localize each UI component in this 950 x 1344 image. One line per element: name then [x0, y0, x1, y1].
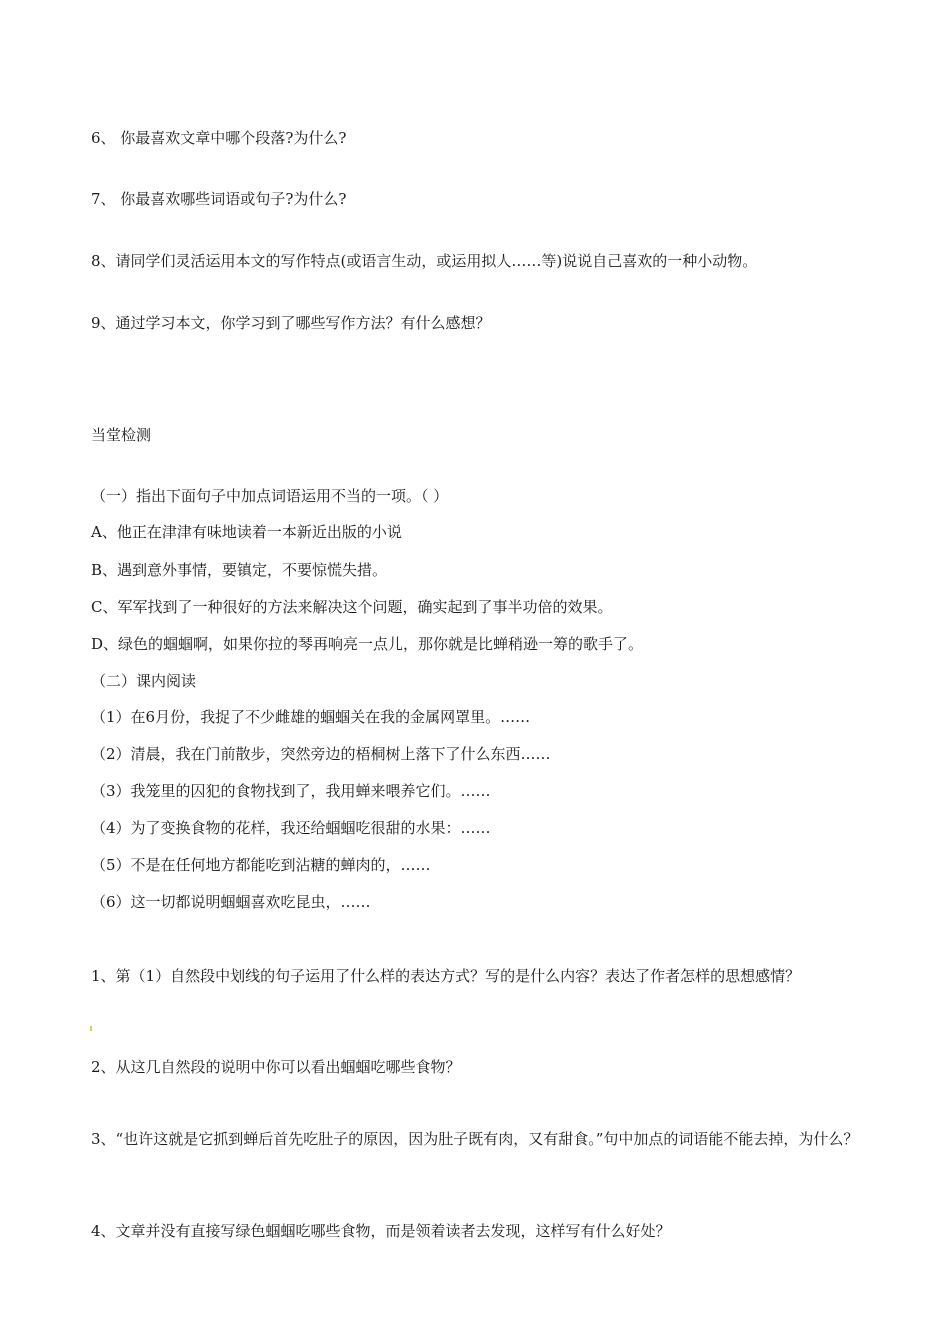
reading-question-4: 4、文章并没有直接写绿色蝈蝈吃哪些食物，而是领着读者去发现，这样写有什么好处？: [91, 1222, 671, 1240]
question-7: 7、 你最喜欢哪些词语或句子?为什么?: [91, 190, 347, 208]
question-6: 6、 你最喜欢文章中哪个段落?为什么?: [91, 129, 347, 147]
reading-paragraph-2: （2）清晨，我在门前散步，突然旁边的梧桐树上落下了什么东西……: [91, 745, 551, 763]
option-c: C、军军找到了一种很好的方法来解决这个问题，确实起到了事半功倍的效果。: [91, 598, 613, 616]
option-b: B、遇到意外事情，要镇定，不要惊慌失措。: [91, 561, 388, 579]
reading-question-1: 1、第（1）自然段中划线的句子运用了什么样的表达方式？写的是什么内容？表达了作者怎样的思想感情？: [91, 967, 801, 985]
question-9: 9、通过学习本文，你学习到了哪些写作方法？有什么感想？: [91, 314, 491, 332]
stray-mark: [90, 1026, 92, 1031]
reading-question-2: 2、从这几自然段的说明中你可以看出蝈蝈吃哪些食物？: [91, 1058, 461, 1076]
reading-paragraph-4: （4）为了变换食物的花样，我还给蝈蝈吃很甜的水果：……: [91, 819, 491, 837]
option-d: D、绿色的蝈蝈啊，如果你拉的琴再响亮一点儿，那你就是比蝉稍逊一筹的歌手了。: [91, 635, 644, 653]
reading-question-3: 3、“也许这就是它抓到蝉后首先吃肚子的原因，因为肚子既有肉，又有甜食。”句中加点的词语能不能去掉，为什么？: [91, 1130, 859, 1148]
section-title: 当堂检测: [91, 426, 152, 444]
reading-paragraph-1: （1）在6月份，我捉了不少雌雄的蝈蝈关在我的金属网罩里。……: [91, 708, 531, 726]
option-a: A、他正在津津有味地读着一本新近出版的小说: [91, 523, 402, 541]
question-8: 8、请同学们灵活运用本文的写作特点(或语言生动，或运用拟人……等)说说自己喜欢的一种小动物。: [91, 252, 758, 270]
reading-paragraph-5: （5）不是在任何地方都能吃到沾糖的蝉肉的，……: [91, 856, 431, 874]
reading-paragraph-3: （3）我笼里的囚犯的食物找到了，我用蝉来喂养它们。……: [91, 782, 491, 800]
part1-prompt: （一）指出下面句子中加点词语运用不当的一项。（ ）: [91, 487, 449, 505]
part2-title: （二）课内阅读: [91, 672, 197, 690]
reading-paragraph-6: （6）这一切都说明蝈蝈喜欢吃昆虫，……: [91, 893, 371, 911]
